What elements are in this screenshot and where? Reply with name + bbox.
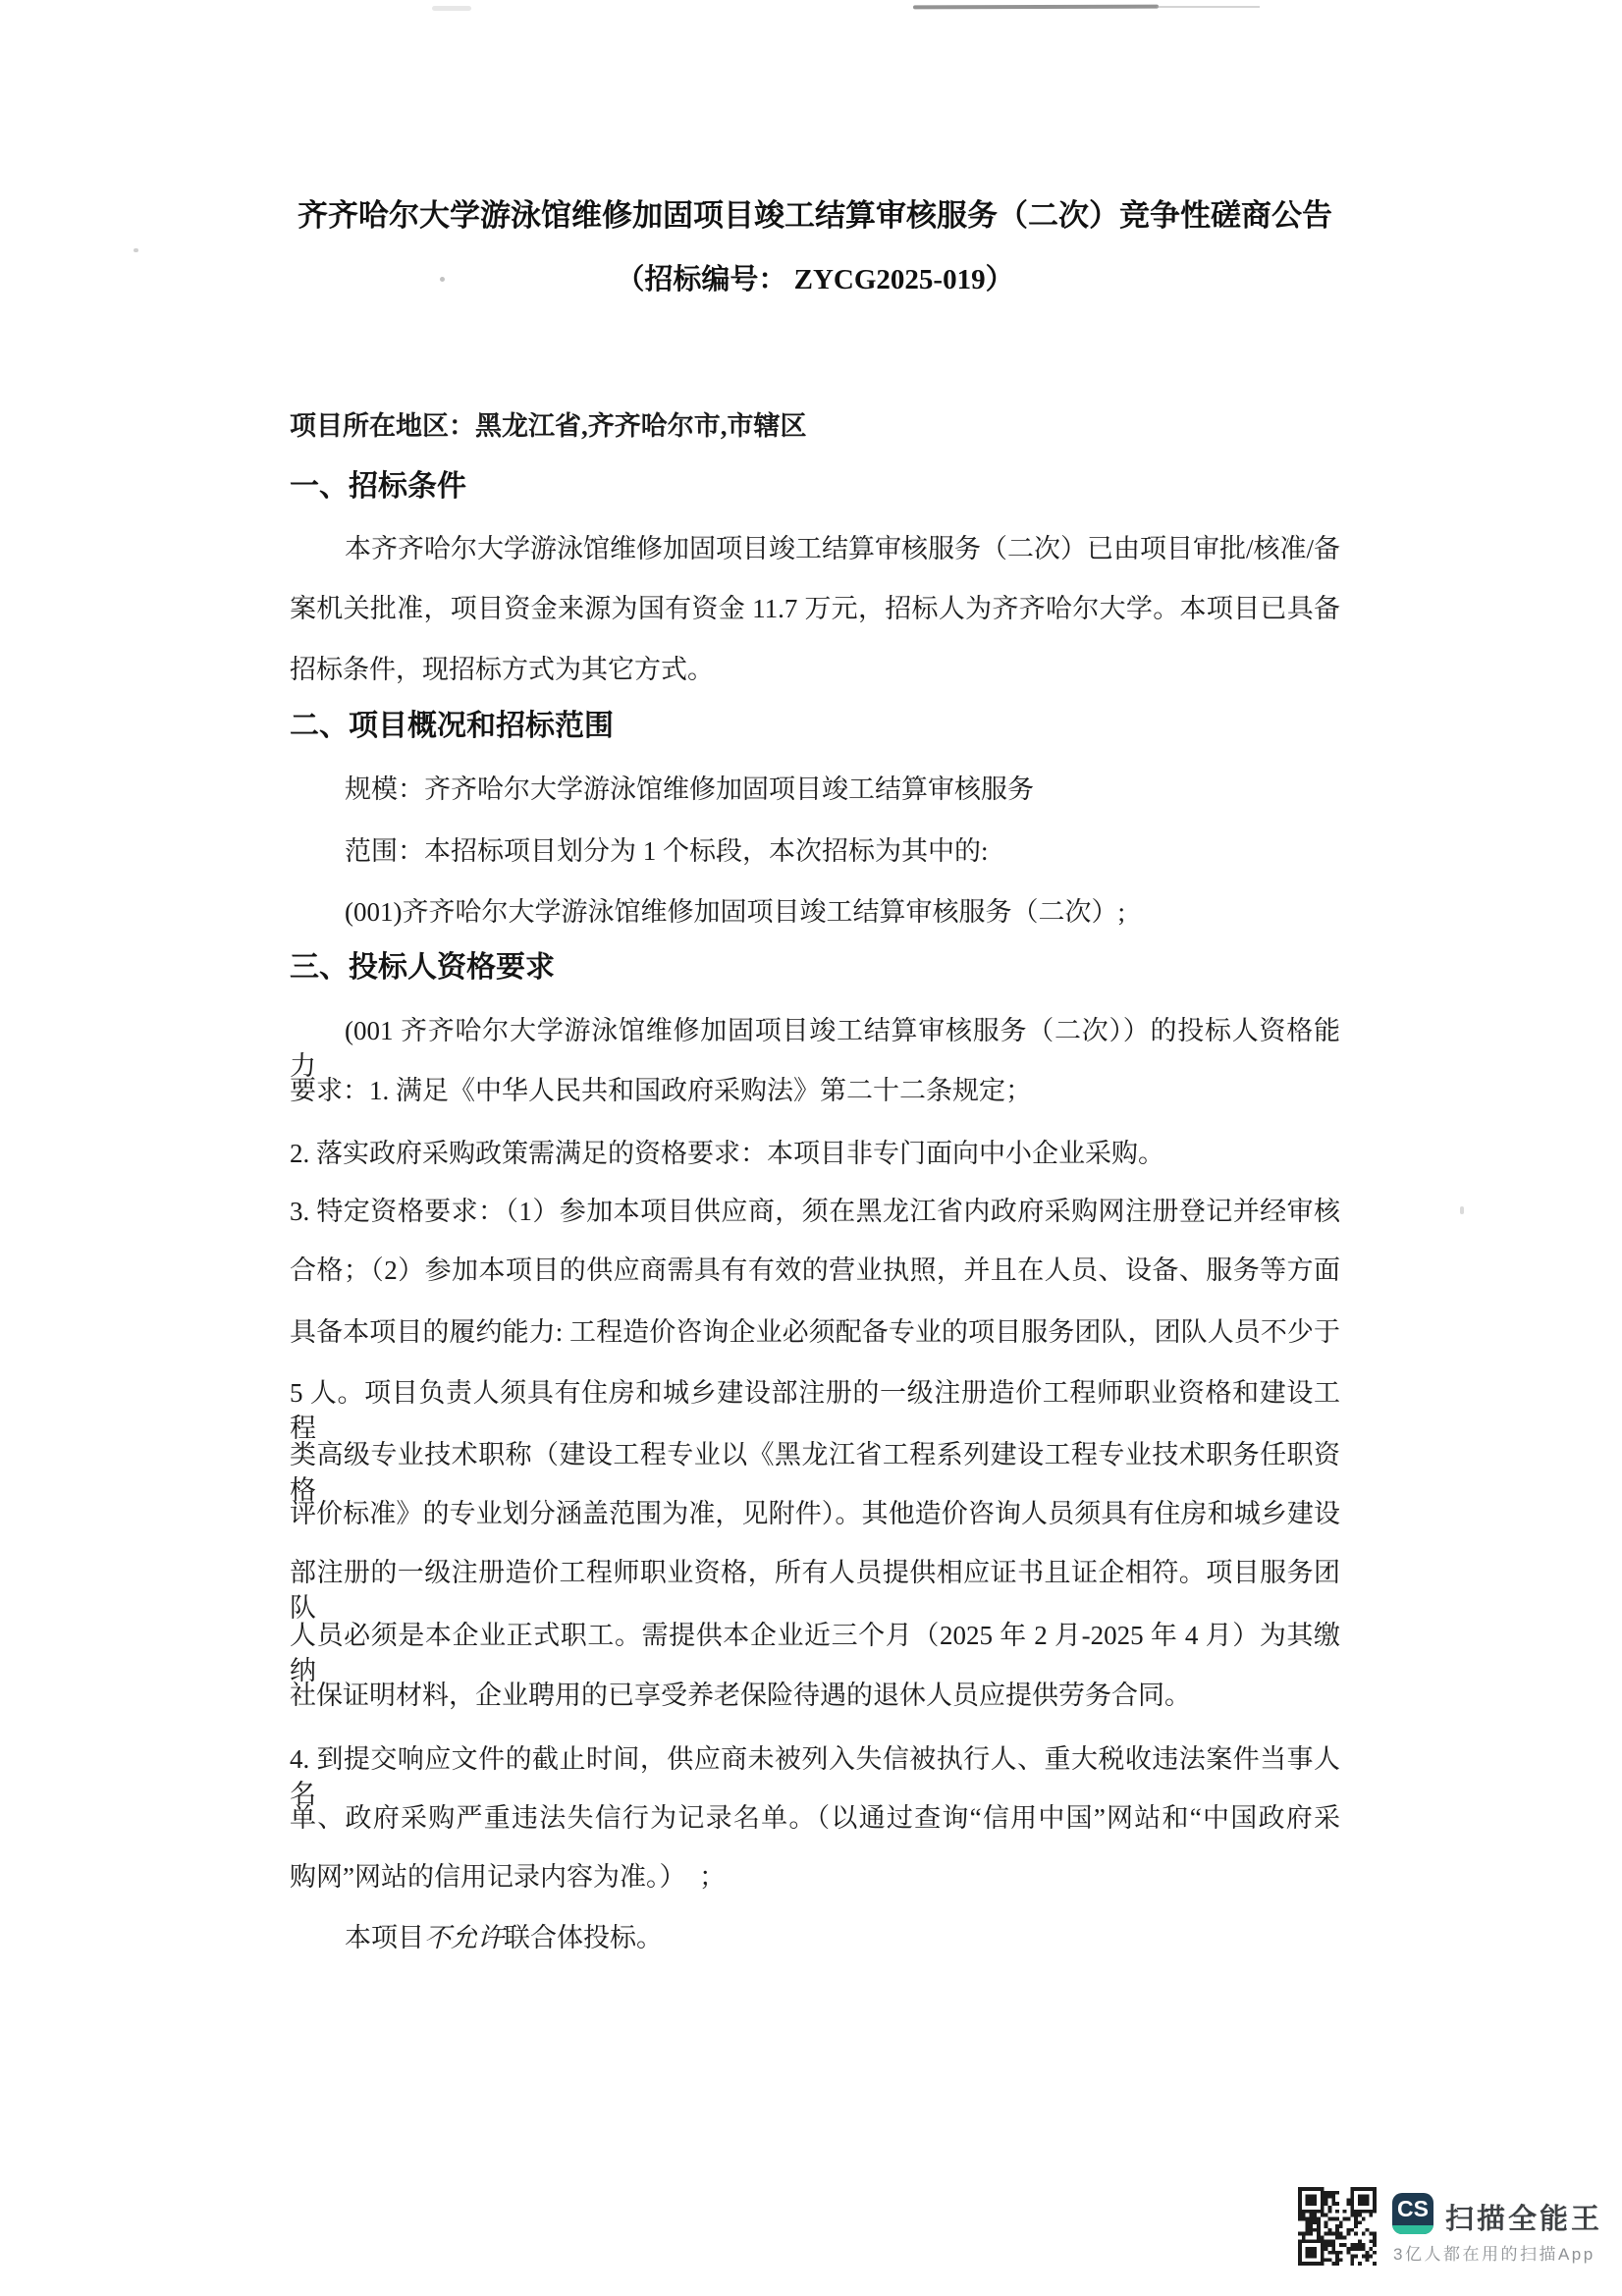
paragraph-line: 购网”网站的信用记录内容为准。） ； <box>290 1862 726 1892</box>
paragraph-line: 评价标准》的专业划分涵盖范围为准，见附件）。其他造价咨询人员须具有住房和城乡建设 <box>290 1499 1340 1528</box>
paragraph-line: 招标条件，现招标方式为其它方式。 <box>290 655 714 684</box>
paragraph-line: 人员必须是本企业正式职工。需提供本企业近三个月（2025 年 2 月-2025 年 4 月）为其缴纳 <box>290 1621 1340 1685</box>
closing-suffix: 联合体投标。 <box>504 1923 663 1952</box>
paragraph-line: 类高级专业技术职称（建设工程专业以《黑龙江省工程系列建设工程专业技术职务任职资格 <box>290 1440 1340 1505</box>
paragraph-line: 本齐齐哈尔大学游泳馆维修加固项目竣工结算审核服务（二次）已由项目审批/核准/备 <box>345 534 1341 563</box>
paragraph-line: 3. 特定资格要求：（1）参加本项目供应商，须在黑龙江省内政府采购网注册登记并经审核 <box>290 1197 1340 1226</box>
closing-prefix: 本项目 <box>345 1923 424 1952</box>
project-location: 项目所在地区：黑龙江省,齐齐哈尔市,市辖区 <box>290 411 807 441</box>
scan-artifact-line-tail <box>1157 6 1260 8</box>
paragraph-line: 要求：1. 满足《中华人民共和国政府采购法》第二十二条规定； <box>290 1076 1032 1105</box>
paragraph-line: 单、政府采购严重违法失信行为记录名单。（以通过查询“信用中国”网站和“中国政府采 <box>290 1803 1340 1833</box>
paragraph-line: (001 齐齐哈尔大学游泳馆维修加固项目竣工结算审核服务（二次））的投标人资格能力 <box>290 1016 1340 1081</box>
paragraph-line: 合格；（2）参加本项目的供应商需具有有效的营业执照，并且在人员、设备、服务等方面 <box>290 1255 1340 1285</box>
camscanner-tagline: 3亿人都在用的扫描App <box>1393 2245 1595 2264</box>
paragraph-line: 社保证明材料，企业聘用的已享受养老保险待遇的退休人员应提供劳务合同。 <box>290 1681 1191 1710</box>
paragraph-line: 规模：齐齐哈尔大学游泳馆维修加固项目竣工结算审核服务 <box>345 774 1034 804</box>
paragraph-line: 4. 到提交响应文件的截止时间，供应商未被列入失信被执行人、重大税收违法案件当事人名 <box>290 1744 1340 1809</box>
scan-artifact-speck <box>1460 1206 1464 1214</box>
paragraph-line: 部注册的一级注册造价工程师职业资格，所有人员提供相应证书且证企相符。项目服务团队 <box>290 1558 1340 1623</box>
paragraph-line: 范围：本招标项目划分为 1 个标段，本次招标为其中的: <box>345 836 989 866</box>
section-3-heading: 三、投标人资格要求 <box>290 951 555 984</box>
doc-title: 齐齐哈尔大学游泳馆维修加固项目竣工结算审核服务（二次）竞争性磋商公告 <box>297 198 1332 233</box>
closing-emphasis: 不允许 <box>424 1923 504 1952</box>
qr-code <box>1298 2185 1377 2268</box>
camscanner-brand-name: 扫描全能王 <box>1445 2204 1603 2235</box>
section-1-heading: 一、招标条件 <box>290 470 466 503</box>
paragraph-line: (001)齐齐哈尔大学游泳馆维修加固项目竣工结算审核服务（二次）; <box>345 897 1125 927</box>
scan-artifact-speck <box>134 248 138 252</box>
paragraph-line: 5 人。项目负责人须具有住房和城乡建设部注册的一级注册造价工程师职业资格和建设工程 <box>290 1378 1340 1443</box>
scan-artifact-smudge <box>432 6 471 11</box>
closing-line <box>290 1920 1340 1955</box>
paragraph-line: 案机关批准，项目资金来源为国有资金 11.7 万元，招标人为齐齐哈尔大学。本项目已具备 <box>290 594 1340 623</box>
paragraph-line: 2. 落实政府采购政策需满足的资格要求：本项目非专门面向中小企业采购。 <box>290 1139 1164 1168</box>
scan-artifact-line <box>913 5 1159 10</box>
tender-number: （招标编号： ZYCG2025-019） <box>616 264 1014 295</box>
camscanner-logo-text: CS <box>1397 2196 1429 2221</box>
camscanner-logo-strip <box>1392 2225 1433 2234</box>
camscanner-logo-icon <box>1392 2193 1433 2234</box>
section-2-heading: 二、项目概况和招标范围 <box>290 710 614 742</box>
paragraph-line: 具备本项目的履约能力: 工程造价咨询企业必须配备专业的项目服务团队，团队人员不少于 <box>290 1317 1340 1347</box>
